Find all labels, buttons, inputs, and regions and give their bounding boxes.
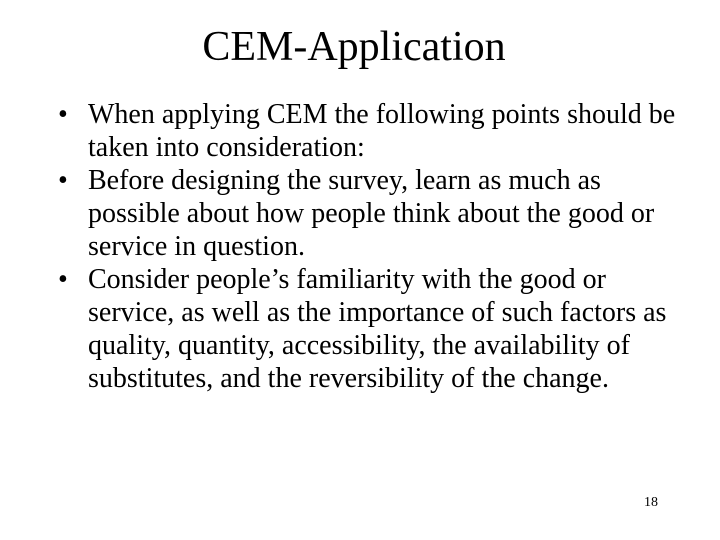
bullet-item — [58, 263, 678, 395]
slide-title: CEM-Application — [202, 24, 506, 70]
bullet-icon: • — [58, 264, 68, 295]
bullet-icon: • — [58, 99, 68, 130]
bullet-icon: • — [58, 165, 68, 196]
bullet-text: When applying CEM the following points should be taken into consideration: — [88, 99, 676, 163]
page-number: 18 — [644, 495, 658, 510]
bullet-list — [58, 98, 678, 395]
bullet-item — [58, 98, 678, 164]
bullet-item — [58, 164, 678, 263]
bullet-text: Consider people’s familiarity with the good or service, as well as the importance of such factors as quality, quantity, accessibility, the availability of substitutes, and the reversibility of the change. — [88, 264, 667, 394]
bullet-text: Before designing the survey, learn as much as possible about how people think about the good or service in question. — [88, 165, 655, 262]
